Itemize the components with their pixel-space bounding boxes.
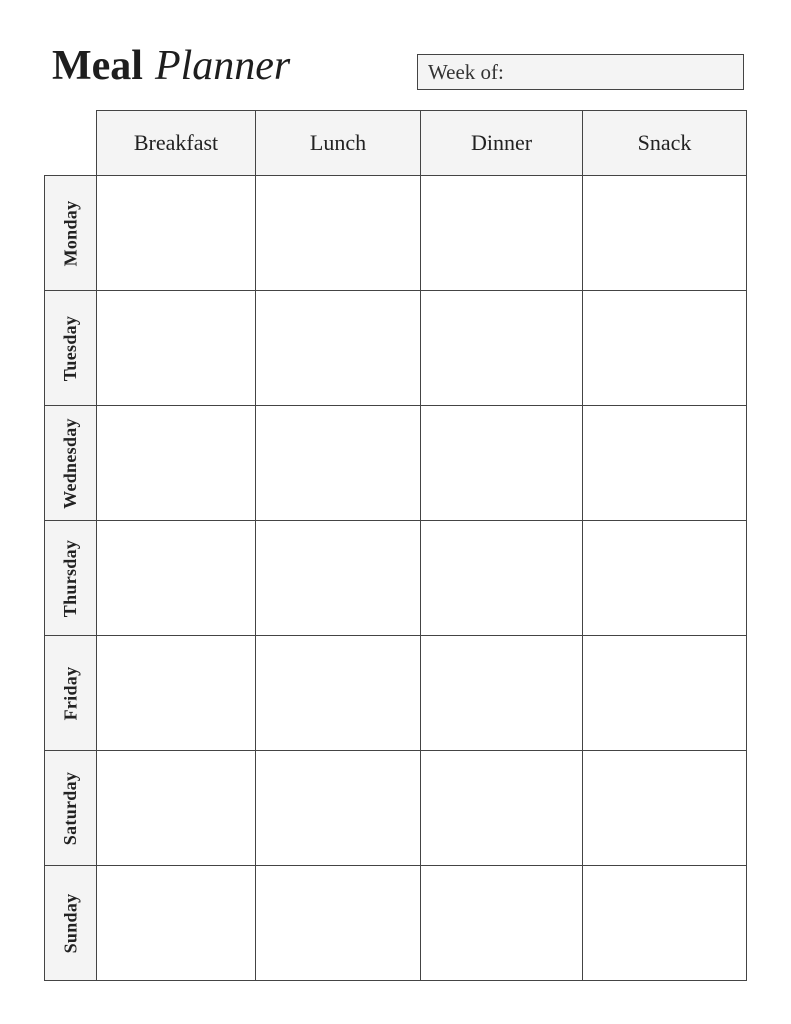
meal-cell[interactable] <box>255 290 421 406</box>
row-header-sunday <box>44 865 97 981</box>
row-header-wednesday <box>44 405 97 521</box>
meal-cell[interactable] <box>582 865 747 981</box>
day-label: Wednesday <box>60 417 81 509</box>
meal-cell[interactable] <box>420 405 583 521</box>
meal-cell[interactable] <box>96 635 256 751</box>
title-planner: Planner <box>154 43 291 89</box>
day-label: Saturday <box>60 771 81 845</box>
meal-cell[interactable] <box>255 175 421 291</box>
row-header-monday <box>44 175 97 291</box>
grid-corner <box>44 110 96 175</box>
meal-cell[interactable] <box>420 520 583 636</box>
day-label: Friday <box>60 666 81 720</box>
row-header-friday <box>44 635 97 751</box>
meal-cell[interactable] <box>96 290 256 406</box>
meal-grid <box>44 110 746 980</box>
meal-cell[interactable] <box>255 520 421 636</box>
meal-cell[interactable] <box>96 405 256 521</box>
row-header-saturday <box>44 750 97 866</box>
meal-cell[interactable] <box>582 520 747 636</box>
week-of-label: Week of: <box>428 60 504 84</box>
meal-cell[interactable] <box>96 520 256 636</box>
meal-cell[interactable] <box>420 635 583 751</box>
row-header-thursday <box>44 520 97 636</box>
day-label: Monday <box>60 200 80 266</box>
meal-cell[interactable] <box>255 635 421 751</box>
meal-cell[interactable] <box>96 865 256 981</box>
meal-cell[interactable] <box>582 405 747 521</box>
meal-cell[interactable] <box>582 635 747 751</box>
column-header-snack: Snack <box>582 110 747 176</box>
day-label: Thursday <box>60 539 80 617</box>
column-header-breakfast: Breakfast <box>96 110 256 176</box>
column-header-lunch: Lunch <box>255 110 421 176</box>
week-of-field[interactable] <box>417 54 744 90</box>
meal-cell[interactable] <box>255 865 421 981</box>
meal-cell[interactable] <box>420 175 583 291</box>
meal-cell[interactable] <box>420 290 583 406</box>
meal-cell[interactable] <box>582 290 747 406</box>
meal-cell[interactable] <box>255 750 421 866</box>
meal-cell[interactable] <box>420 750 583 866</box>
meal-cell[interactable] <box>255 405 421 521</box>
day-label: Sunday <box>60 893 80 953</box>
column-header-dinner: Dinner <box>420 110 583 176</box>
meal-cell[interactable] <box>96 175 256 291</box>
day-label: Tuesday <box>60 315 81 381</box>
week-of-input[interactable] <box>516 59 737 87</box>
row-header-tuesday <box>44 290 97 406</box>
page-title <box>52 40 290 92</box>
meal-cell[interactable] <box>96 750 256 866</box>
meal-cell[interactable] <box>420 865 583 981</box>
meal-cell[interactable] <box>582 175 747 291</box>
title-meal: Meal <box>52 43 143 89</box>
meal-cell[interactable] <box>582 750 747 866</box>
